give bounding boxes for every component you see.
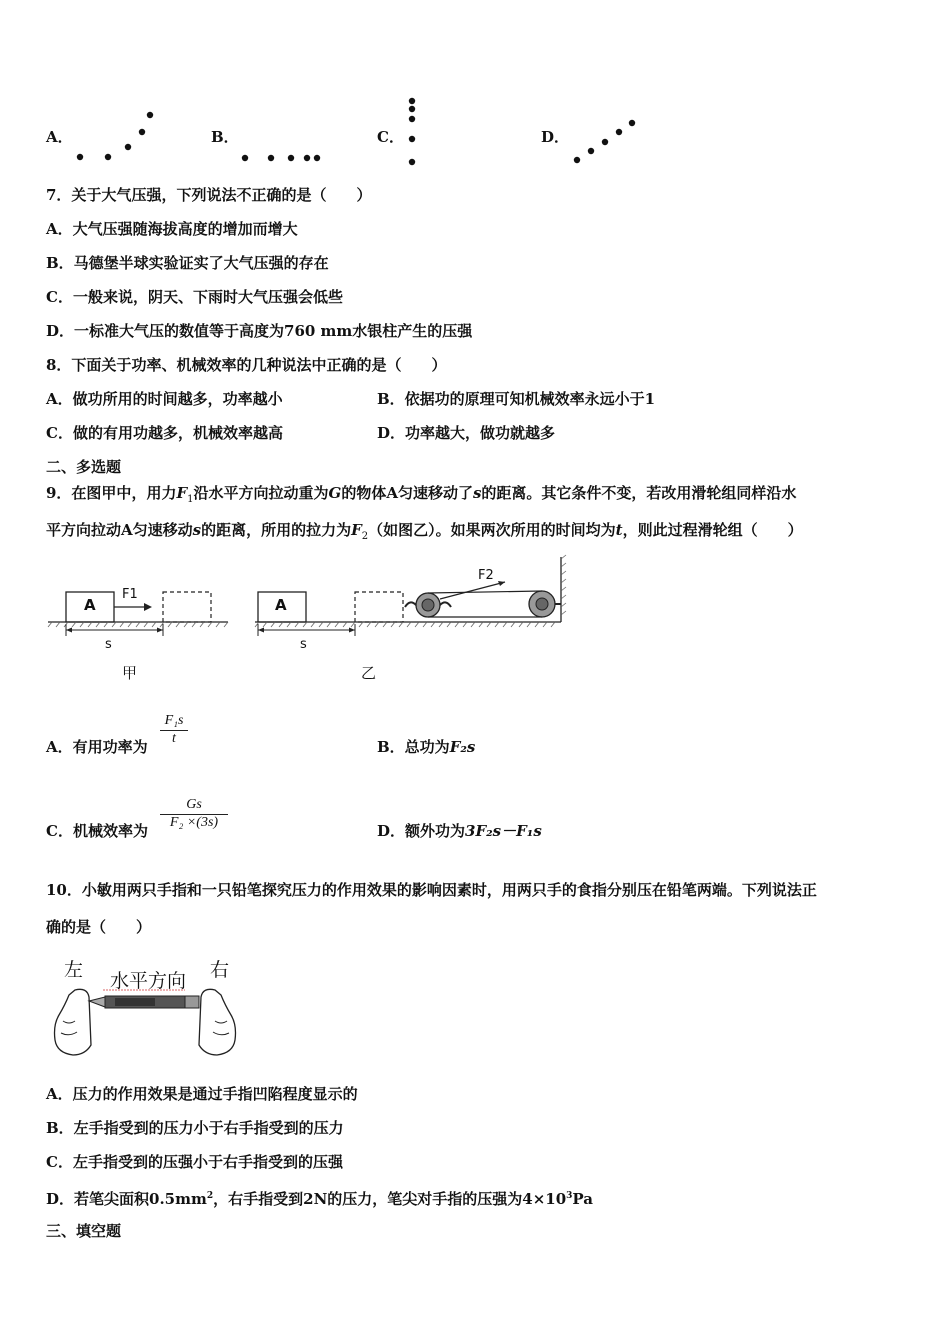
section-heading-multiple-choice: 二、多选题 <box>46 458 122 476</box>
q10-stem-line2: 确的是（ ） <box>46 918 152 936</box>
q9-option-c: C．机械效率为 <box>46 822 148 840</box>
q9-figure-jia-caption: 甲 <box>122 664 138 682</box>
q6-option-c-dots <box>402 95 422 170</box>
q10-pencil-fingers-figure <box>45 985 245 1060</box>
q9-yi-distance-label: s <box>300 637 307 652</box>
q10-figure-left-label: 左 <box>64 959 84 981</box>
q7-option-c: C．一般来说，阴天、下雨时大气压强会低些 <box>46 288 343 306</box>
q6-option-a-label: A． <box>46 128 73 146</box>
q9-jia-distance-label: s <box>105 637 112 652</box>
q9-stem-line1: 9．在图甲中，用力$F_1$沿水平方向拉动重为G的物体A匀速移动了s的距离。其它条件不变，若改用滑轮组同样沿水 <box>46 484 797 505</box>
section-heading-fill-blank: 三、填空题 <box>46 1222 122 1240</box>
q9-yi-block-label: A <box>275 596 287 614</box>
q10-figure-direction-label: 水平方向 <box>110 970 187 992</box>
q9-stem-line2: 平方向拉动A匀速移动s的距离，所用的拉力为$F_2$（如图乙）。如果两次所用的时间均为t，则此过程滑轮组（ ） <box>46 521 803 542</box>
q9-option-d: D．额外功为3F₂s－F₁s <box>377 822 542 840</box>
q9-option-a: A．有用功率为 <box>46 738 148 756</box>
q7-option-d: D．一标准大气压的数值等于高度为760 mm水银柱产生的压强 <box>46 322 473 340</box>
q10-option-c: C．左手指受到的压强小于右手指受到的压强 <box>46 1153 343 1171</box>
q10-figure-right-label: 右 <box>210 959 230 981</box>
q8-stem: 8．下面关于功率、机械效率的几种说法中正确的是（ ） <box>46 356 447 374</box>
q9-option-c-fraction: $\frac{Gs}{\text{F₂ ×(3s)}}$ <box>160 797 228 831</box>
q8-option-b: B．依据功的原理可知机械效率永远小于1 <box>377 390 656 408</box>
q7-option-a: A．大气压强随海拔高度的增加而增大 <box>46 220 298 238</box>
q6-option-b-label: B． <box>211 128 239 146</box>
q7-option-b: B．马德堡半球实验证实了大气压强的存在 <box>46 254 329 272</box>
q8-option-a: A．做功所用的时间越多，功率越小 <box>46 390 283 408</box>
q7-stem: 7．关于大气压强，下列说法不正确的是（ ） <box>46 186 372 204</box>
q8-option-c: C．做的有用功越多，机械效率越高 <box>46 424 283 442</box>
q9-force1-label: F1 <box>122 587 138 602</box>
q6-option-d-dots <box>565 112 645 167</box>
q9-option-b: B．总功为F₂s <box>377 738 476 756</box>
q9-option-a-fraction: $\frac{\text{F₁s}}{t}$ <box>160 713 188 747</box>
q10-option-b: B．左手指受到的压力小于右手指受到的压力 <box>46 1119 344 1137</box>
q6-option-d-label: D． <box>541 128 570 146</box>
q9-force2-label: F2 <box>478 568 494 583</box>
q6-option-c-label: C． <box>377 128 404 146</box>
q8-option-d: D．功率越大，做功就越多 <box>377 424 556 442</box>
q10-stem-line1: 10．小敏用两只手指和一只铅笔探究压力的作用效果的影响因素时，用两只手的食指分别压在铅笔两端。下列说法正 <box>46 881 817 899</box>
q6-option-a-dots <box>70 105 160 165</box>
q10-option-d: D．若笔尖面积$0.5mm^2$，右手指受到2N的压力，笔尖对手指的压强为$4\times 10^3Pa$ <box>46 1190 594 1208</box>
q6-option-b-dots <box>235 148 335 168</box>
q9-figure-yi-caption: 乙 <box>361 664 377 682</box>
q9-jia-block-label: A <box>84 596 96 614</box>
q10-option-a: A．压力的作用效果是通过手指凹陷程度显示的 <box>46 1085 358 1103</box>
q9-figure-jia <box>48 580 233 655</box>
